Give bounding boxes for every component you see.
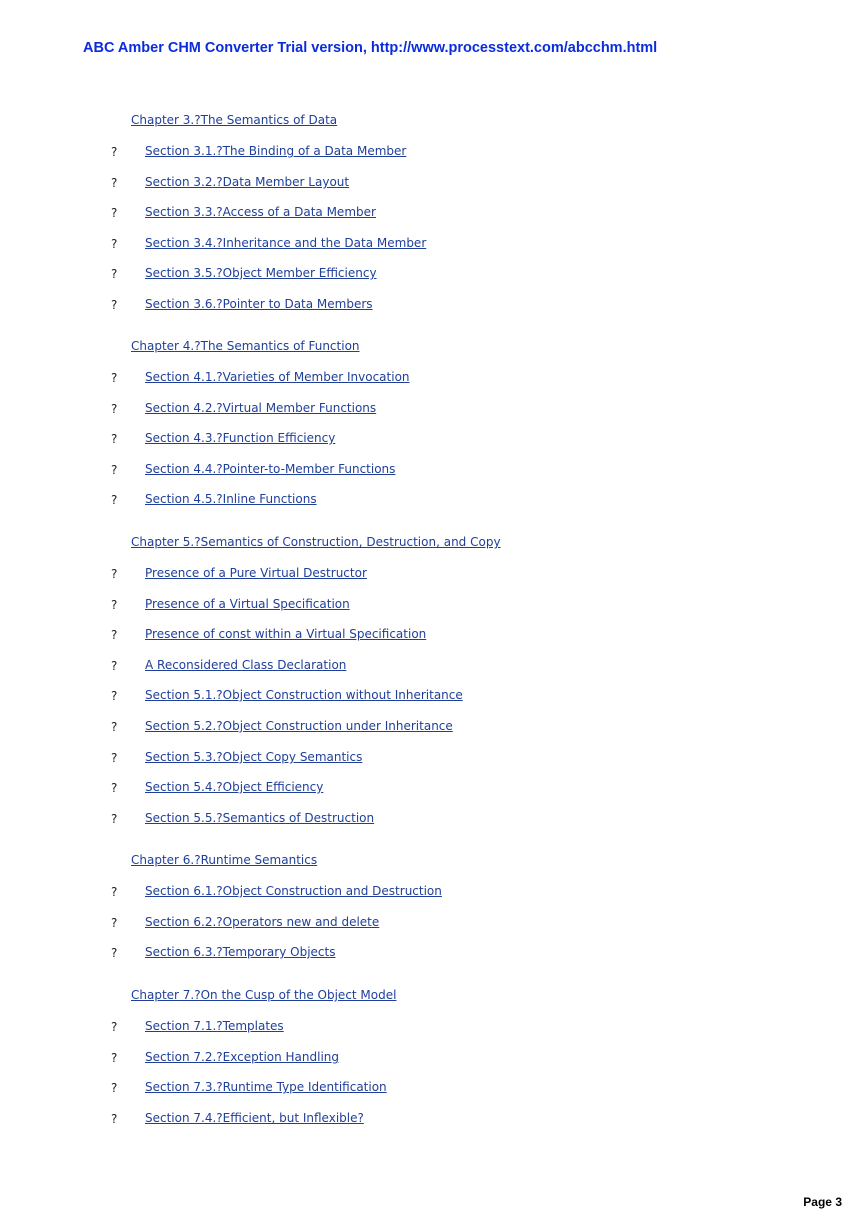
section-link[interactable]: Section 5.4.?Object Efficiency bbox=[145, 780, 324, 794]
section-link[interactable]: Presence of a Pure Virtual Destructor bbox=[145, 566, 367, 580]
section-link[interactable]: Section 4.3.?Function Efficiency bbox=[145, 431, 336, 445]
bullet-marker: ? bbox=[111, 812, 118, 826]
list-item bbox=[0, 1050, 868, 1066]
section-link[interactable]: Section 3.5.?Object Member Efficiency bbox=[145, 266, 377, 280]
section-link[interactable]: Section 6.2.?Operators new and delete bbox=[145, 915, 380, 929]
bullet-marker: ? bbox=[111, 176, 118, 190]
list-item bbox=[0, 811, 868, 827]
bullet-marker: ? bbox=[111, 567, 118, 581]
section-link[interactable]: Section 7.1.?Templates bbox=[145, 1019, 284, 1033]
chapter-link[interactable]: Chapter 6.?Runtime Semantics bbox=[131, 853, 318, 867]
list-item bbox=[0, 462, 868, 478]
list-item bbox=[0, 401, 868, 417]
bullet-marker: ? bbox=[111, 598, 118, 612]
list-item bbox=[0, 492, 868, 508]
section-link[interactable]: Section 5.1.?Object Construction without Inheritance bbox=[145, 688, 463, 702]
list-item bbox=[0, 205, 868, 221]
section-link[interactable]: Presence of const within a Virtual Specification bbox=[145, 627, 427, 641]
section-link[interactable]: Section 4.5.?Inline Functions bbox=[145, 492, 317, 506]
list-item bbox=[0, 236, 868, 252]
section-link[interactable]: Presence of a Virtual Specification bbox=[145, 597, 350, 611]
bullet-marker: ? bbox=[111, 493, 118, 507]
bullet-marker: ? bbox=[111, 267, 118, 281]
section-link[interactable]: Section 3.3.?Access of a Data Member bbox=[145, 205, 376, 219]
list-item bbox=[0, 780, 868, 796]
bullet-marker: ? bbox=[111, 659, 118, 673]
list-item bbox=[0, 566, 868, 582]
chapter-link[interactable]: Chapter 4.?The Semantics of Function bbox=[131, 339, 360, 353]
section-link[interactable]: Section 3.6.?Pointer to Data Members bbox=[145, 297, 373, 311]
list-item bbox=[0, 297, 868, 313]
bullet-marker: ? bbox=[111, 751, 118, 765]
bullet-marker: ? bbox=[111, 946, 118, 960]
bullet-marker: ? bbox=[111, 1020, 118, 1034]
bullet-marker: ? bbox=[111, 1051, 118, 1065]
list-item bbox=[0, 945, 868, 961]
list-item bbox=[0, 719, 868, 735]
list-item bbox=[0, 658, 868, 674]
list-item bbox=[0, 627, 868, 643]
chapter-link[interactable]: Chapter 5.?Semantics of Construction, Destruction, and Copy bbox=[131, 535, 501, 549]
list-item bbox=[0, 175, 868, 191]
bullet-marker: ? bbox=[111, 463, 118, 477]
list-item bbox=[0, 750, 868, 766]
section-link[interactable]: Section 4.2.?Virtual Member Functions bbox=[145, 401, 377, 415]
bullet-marker: ? bbox=[111, 1081, 118, 1095]
list-item bbox=[0, 1019, 868, 1035]
bullet-marker: ? bbox=[111, 628, 118, 642]
trial-banner: ABC Amber CHM Converter Trial version, http://www.processtext.com/abcchm.html bbox=[83, 40, 658, 56]
chapter-link[interactable]: Chapter 7.?On the Cusp of the Object Model bbox=[131, 988, 397, 1002]
list-item bbox=[0, 144, 868, 160]
bullet-marker: ? bbox=[111, 689, 118, 703]
bullet-marker: ? bbox=[111, 1112, 118, 1126]
bullet-marker: ? bbox=[111, 781, 118, 795]
section-link[interactable]: Section 6.3.?Temporary Objects bbox=[145, 945, 336, 959]
section-link[interactable]: Section 4.4.?Pointer-to-Member Functions bbox=[145, 462, 396, 476]
section-link[interactable]: Section 7.2.?Exception Handling bbox=[145, 1050, 340, 1064]
bullet-marker: ? bbox=[111, 298, 118, 312]
bullet-marker: ? bbox=[111, 206, 118, 220]
chapter-link[interactable]: Chapter 3.?The Semantics of Data bbox=[131, 113, 338, 127]
bullet-marker: ? bbox=[111, 885, 118, 899]
list-item bbox=[0, 1080, 868, 1096]
bullet-marker: ? bbox=[111, 916, 118, 930]
bullet-marker: ? bbox=[111, 237, 118, 251]
section-link[interactable]: Section 3.2.?Data Member Layout bbox=[145, 175, 350, 189]
list-item bbox=[0, 597, 868, 613]
bullet-marker: ? bbox=[111, 402, 118, 416]
list-item bbox=[0, 370, 868, 386]
section-link[interactable]: A Reconsidered Class Declaration bbox=[145, 658, 347, 672]
bullet-marker: ? bbox=[111, 720, 118, 734]
section-link[interactable]: Section 4.1.?Varieties of Member Invocation bbox=[145, 370, 410, 384]
section-link[interactable]: Section 3.4.?Inheritance and the Data Member bbox=[145, 236, 427, 250]
list-item bbox=[0, 1111, 868, 1127]
section-link[interactable]: Section 5.5.?Semantics of Destruction bbox=[145, 811, 375, 825]
list-item bbox=[0, 915, 868, 931]
list-item bbox=[0, 431, 868, 447]
section-link[interactable]: Section 5.2.?Object Construction under Inheritance bbox=[145, 719, 453, 733]
section-link[interactable]: Section 7.3.?Runtime Type Identification bbox=[145, 1080, 387, 1094]
list-item bbox=[0, 266, 868, 282]
list-item bbox=[0, 884, 868, 900]
page-number: Page 3 bbox=[803, 1195, 842, 1209]
section-link[interactable]: Section 6.1.?Object Construction and Destruction bbox=[145, 884, 442, 898]
section-link[interactable]: Section 3.1.?The Binding of a Data Member bbox=[145, 144, 407, 158]
section-link[interactable]: Section 5.3.?Object Copy Semantics bbox=[145, 750, 363, 764]
bullet-marker: ? bbox=[111, 432, 118, 446]
list-item bbox=[0, 688, 868, 704]
section-link[interactable]: Section 7.4.?Efficient, but Inflexible? bbox=[145, 1111, 364, 1125]
bullet-marker: ? bbox=[111, 145, 118, 159]
bullet-marker: ? bbox=[111, 371, 118, 385]
